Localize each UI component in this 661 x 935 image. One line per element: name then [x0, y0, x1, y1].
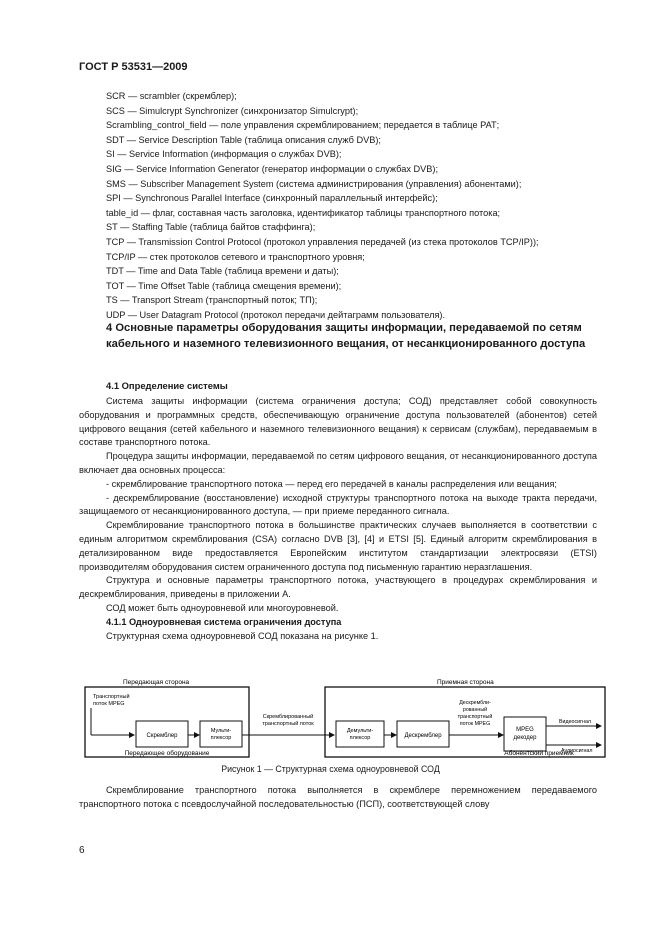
- block-diagram: [79, 673, 609, 761]
- abbreviation-item: SCR — scrambler (скремблер);: [106, 91, 237, 101]
- section-title: 4 Основные параметры оборудования защиты информации, передаваемой по сетям кабельного и наземного телевизионного вещания, от несанкционированного доступа: [106, 322, 586, 350]
- abbreviation-item: Scrambling_control_field — поле управления скремблированием; передается в таблице РАТ;: [106, 120, 500, 131]
- multiplexer-block: [200, 721, 242, 747]
- figure-caption: Рисунок 1 — Структурная схема одноуровневой СОД: [221, 764, 440, 774]
- abbreviation-item: SIG — Service Information Generator (генератор информации о службах DVB);: [106, 163, 438, 174]
- descrambler-label: Дескремблер: [404, 733, 442, 739]
- list-item: - скремблирование транспортного потока — перед его передачей в каналы распределения или вещания;: [106, 478, 557, 489]
- figure-intro: Структурная схема одноуровневой СОД показана на рисунке 1.: [106, 630, 379, 641]
- mpeg-decoder-block: [504, 717, 546, 751]
- descrambled-stream-label: транспортный: [457, 714, 493, 720]
- abbreviation-item: TOT — Time Offset Table (таблица смещения времени);: [106, 280, 342, 291]
- abbreviation-item: UDP — User Datagram Protocol (протокол передачи дейтаграмм пользователя).: [106, 309, 446, 320]
- list-item: - дескремблирование (восстановление) исходной структуры транспортного потока на выходе тракта передачи, защищаемого от несанкционированного доступа, — при приеме переданного сигнала.: [79, 492, 597, 517]
- audio-output-label: Аудиосигнал: [561, 748, 593, 754]
- subscriber-receiver-label: Абонентский приемник: [504, 750, 574, 757]
- subsection-title: 4.1 Определение системы: [106, 380, 228, 391]
- paragraph: Система защиты информации (система ограничения доступа; СОД) представляет собой совокупность оборудования и программных средств, обеспечивающую ограничение доступа пользователей (абонентов) сетей цифрового вещания (сетей кабельного и наземного телевизионного вещания) к сервисам (службам), передаваемым в составе транспортного потока.: [79, 396, 597, 448]
- subsubsection-title: 4.1.1 Одноуровневая система ограничения доступа: [106, 616, 342, 627]
- descrambled-stream-label: рованный: [462, 707, 488, 713]
- scrambler-label: Скремблер: [146, 733, 178, 739]
- transmit-side-label: Передающая сторона: [123, 679, 190, 686]
- paragraph: Процедура защиты информации, передаваемой по сетям цифрового вещания, от несанкционированного доступа включает два основных процесса:: [79, 451, 597, 475]
- abbreviation-item: TDT — Time and Data Table (таблица времени и даты);: [106, 266, 339, 277]
- paragraph: СОД может быть одноуровневой или многоуровневой.: [106, 602, 339, 613]
- document-header: ГОСТ Р 53531—2009: [79, 61, 188, 73]
- channel-label: транспортный поток: [262, 721, 314, 727]
- multiplexer-label: плексор: [210, 735, 232, 741]
- abbreviation-item: SPI — Synchronous Parallel Interface (синхронный параллельный интерфейс);: [106, 193, 438, 204]
- abbreviation-item: TCP — Transmission Control Protocol (протокол управления передачей (из стека протоколов TCP/IP));: [106, 236, 539, 247]
- abbreviation-item: SCS — Simulcrypt Synchronizer (синхронизатор Simulcrypt);: [106, 105, 359, 116]
- input-label: поток MPEG: [93, 701, 125, 707]
- mpeg-decoder-label: декодер: [513, 735, 537, 741]
- descrambled-stream-label: Дескрембли-: [459, 700, 491, 706]
- closing-body: [79, 784, 597, 812]
- abbreviation-item: SDT — Service Description Table (таблица описания служб DVB);: [106, 134, 381, 145]
- video-output-label: Видеосигнал: [559, 719, 591, 725]
- abbreviation-item: SI — Service Information (информация о службах DVB);: [106, 149, 342, 160]
- transmit-equipment-label: Передающее оборудование: [124, 750, 210, 757]
- demultiplexer-block: [336, 721, 384, 747]
- mpeg-decoder-label: MPEG: [516, 727, 534, 733]
- abbreviation-list: [106, 89, 626, 323]
- channel-label: Скремблированный: [262, 714, 314, 720]
- section-body: [79, 395, 597, 643]
- descrambled-stream-label: поток MPEG: [459, 721, 491, 727]
- demultiplexer-label: плексор: [349, 735, 371, 741]
- abbreviation-item: SMS — Subscriber Management System (система администрирования (управления) абонентами);: [106, 178, 522, 189]
- abbreviation-item: ST — Staffing Table (таблица байтов стаффинга);: [106, 222, 316, 233]
- abbreviation-item: table_id — флаг, составная часть заголовка, идентификатор таблицы транспортного потока;: [106, 207, 501, 218]
- paragraph: Структура и основные параметры транспортного потока, участвующего в процедурах скремблирования и дескремблирования, приведены в приложении А.: [79, 575, 597, 600]
- input-label: Транспортный: [93, 694, 130, 700]
- receive-side-label: Приемная сторона: [437, 679, 494, 686]
- abbreviation-item: TS — Transport Stream (транспортный поток; ТП);: [106, 295, 318, 306]
- multiplexer-label: Мульти-: [210, 728, 232, 734]
- abbreviation-item: TCP/IP — стек протоколов сетевого и транспортного уровня;: [106, 251, 365, 262]
- demultiplexer-label: Демульти-: [346, 728, 374, 734]
- page-number: 6: [79, 845, 85, 856]
- paragraph: Скремблирование транспортного потока выполняется в скремблере перемножением передаваемого транспортного потока с псевдослучайной последовательностью (ПСП), соответствующей слову: [79, 785, 597, 809]
- paragraph: Скремблирование транспортного потока в большинстве практических случаев выполняется в соответствии с единым алгоритмом скремблирования (CSA) согласно DVB [3], [4] и ETSI [5]. Единый алгоритм скремблирования в детализированном виде предоставляется Европейским институтом стандартизации электросвязи (ETSI) производителям оборудования систем ограниченного доступа под письменную гарантию неразглашения.: [79, 520, 597, 572]
